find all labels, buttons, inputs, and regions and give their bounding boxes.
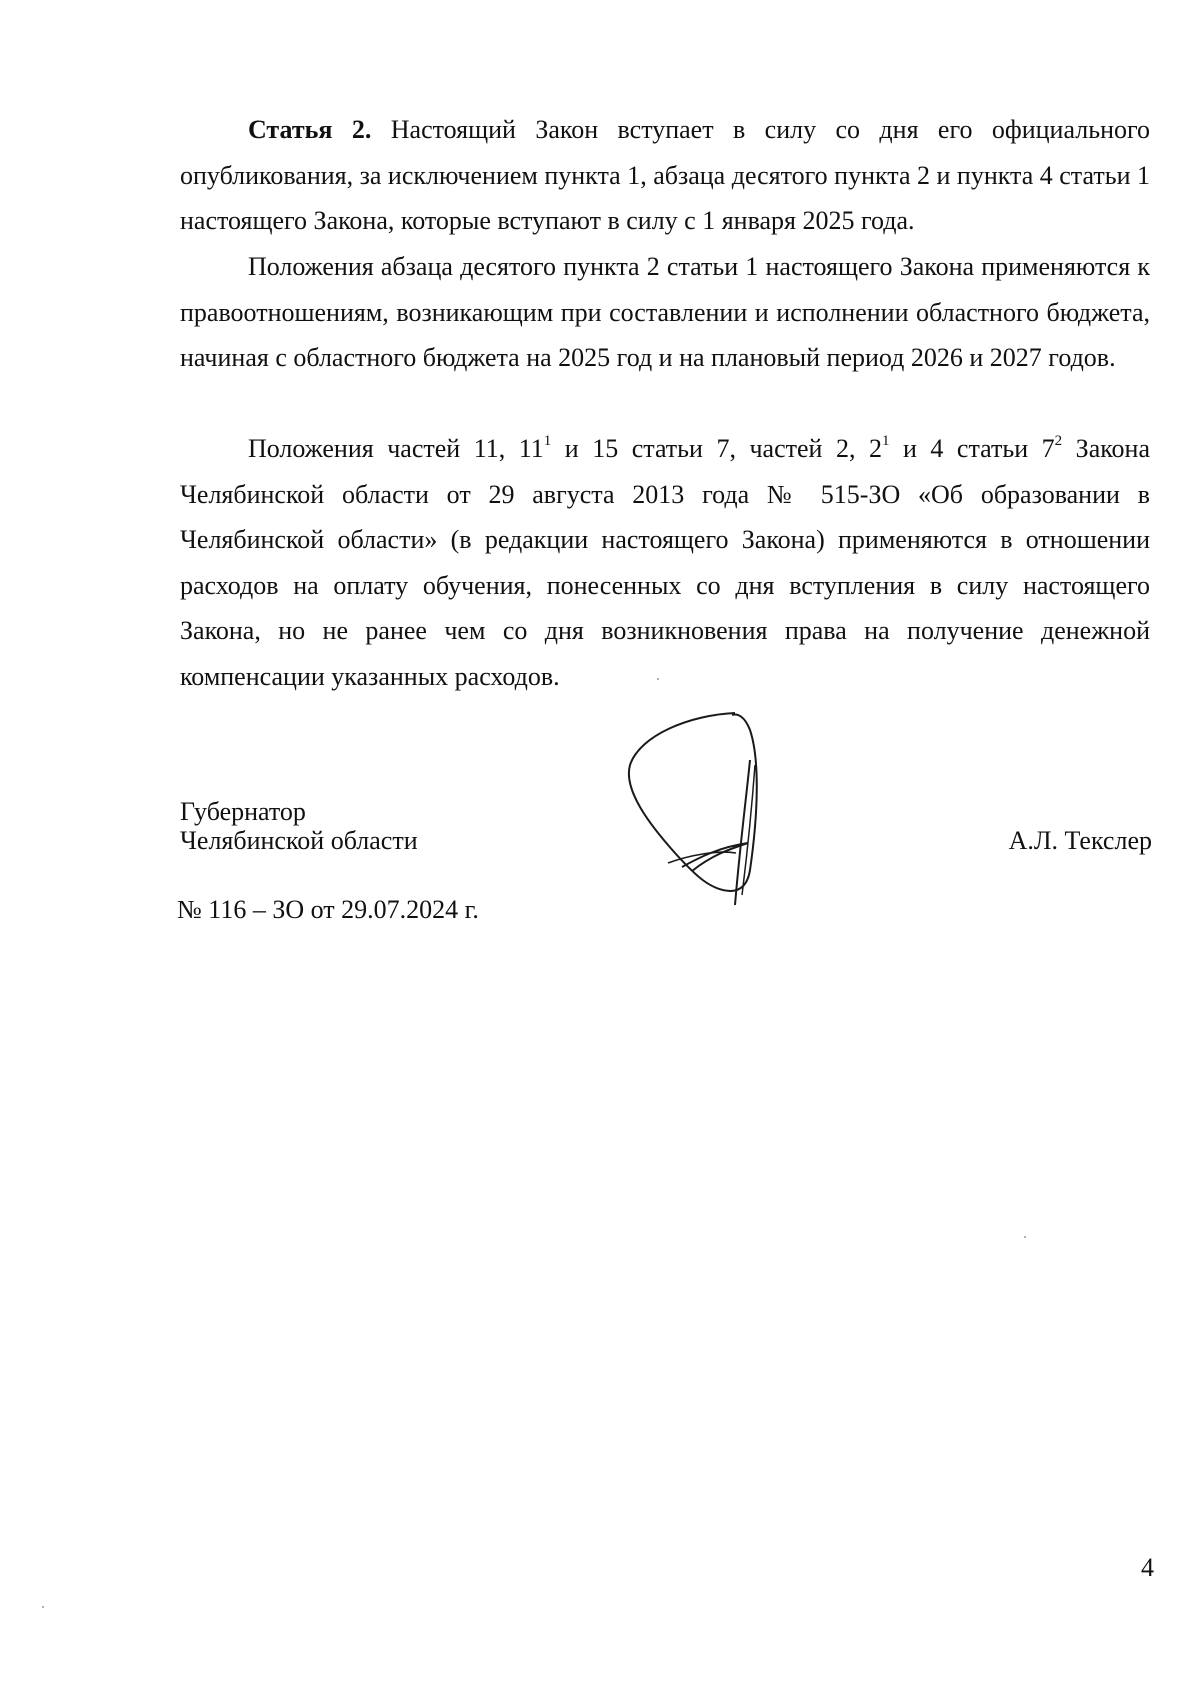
scan-speck [42, 1606, 44, 1608]
paragraph-text-part: и 4 статьи 7 [889, 434, 1055, 463]
paragraph-text-part: Закона Челябинской области от 29 августа 2013 года № 515-ЗО «Об образовании в Челябинской области» (в редакции настоящего Закона) применяются в отношении расходов на оплату обучения, понесенных со дня вступления в силу настоящего Закона, но не ранее чем со дня возникновения права на получение денежной компенсации указанных расходов. [180, 434, 1150, 691]
paragraph-application-budget: Положения абзаца десятого пункта 2 статьи 1 настоящего Закона применяются к правоотношениям, возникающим при составлении и исполнении областного бюджета, начиная с областного бюджета на 2025 год и на плановый период 2026 и 2027 годов. [180, 252, 1150, 372]
superscript: 1 [543, 433, 552, 449]
superscript: 2 [1054, 433, 1063, 449]
law-number-and-date: № 116 – ЗО от 29.07.2024 г. [177, 895, 479, 924]
signatory-title-line-2: Челябинской области [180, 826, 418, 855]
article-2-text: Настоящий Закон вступает в силу со дня его официального опубликования, за исключением пункта 1, абзаца десятого пункта 2 и пункта 4 статьи 1 настоящего Закона, которые вступают в силу с 1 января 2025 года. [180, 115, 1151, 235]
article-2-paragraph [180, 107, 1150, 244]
superscript: 1 [881, 433, 890, 449]
page-number: 4 [1141, 1553, 1154, 1582]
handwritten-signature [620, 705, 820, 910]
signatory-title-line-1: Губернатор [180, 797, 306, 826]
paragraph-text-part: и 15 статьи 7, частей 2, 2 [551, 434, 882, 463]
paragraph-text-part: Положения частей 11, 11 [248, 434, 544, 463]
article-2-heading: Статья 2. [248, 115, 372, 144]
scan-speck [657, 678, 659, 680]
scan-speck [1024, 1236, 1026, 1238]
signatory-name: А.Л. Текслер [1008, 826, 1152, 855]
paragraph-education-law [180, 426, 1150, 699]
